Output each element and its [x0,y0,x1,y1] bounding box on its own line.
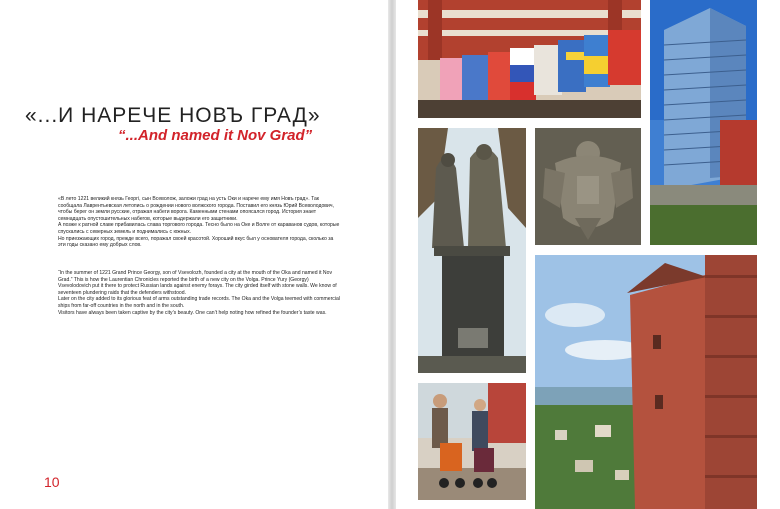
photo-flags [418,0,641,118]
body-text-russian [58,196,341,249]
paragraph-en-3: Visitors have always been taken captive by the city’s beauty. One can’t help noting how refined the founder’s taste was. [58,309,327,316]
paragraph-en-1: “In the summer of 1221 Grand Prince Georgy, son of Vsevolozh, founded a city at the mouth of the Oka and named it Nov Grad.” This is how the Laurentian Chronicles reported the birth of a new city on the Volga. Prince Yury (Georgy) Vsevolodovich put it there to protect Russian lands against enemy forays. The city girded itself with stone walls. We know of seventeen plundering raids that the defenders withstood. [58,270,337,296]
paragraph-ru-3: Но приезжающих город, прежде всего, поражал своей красотой. Хороший вкус был у основателя города, сколько за эти годы сказано ему добрых слов. [58,235,334,249]
photo-kremlin-tower [535,255,757,509]
title-english: “...And named it Nov Grad” [118,127,313,144]
photo-street-people [418,383,526,500]
left-page [0,0,388,509]
photo-monument [418,128,526,373]
photo-glass-building [650,0,757,245]
photo-coat-of-arms [535,128,641,245]
book-spine [388,0,396,509]
paragraph-ru-1: «В лето 1221 великий князь Георгі, сын Всеволож, заложи град на усть Оки и нарече ему имя Новъ град». Так сообщала Лаврентьевская летопись о рождении нового волжского города. Поставил его князь Юрий Всеволодович, чтобы берег он земли русские, отражая набеги ворога. Каменными стенами опоясался город. История знает семнадцать опустошительных набегов, которые выдержали его защитники. [58,196,334,222]
paragraph-ru-2: А позже к ратной славе прибавилась слава торгового города. Тесно было на Оке и Волге от караванов судов, которые спускались с северных земель и поднимались с южных. [58,222,340,235]
body-text-english [58,270,341,316]
title-russian: «...И НАРЕЧЕ НОВЪ ГРАД» [25,104,321,127]
paragraph-en-2: Later on the city added to its glorious feat of arms outstanding trade records. The Oka and the Volga teemed with commercial ships from far-off countries in the north and in the south. [58,296,340,309]
page-number: 10 [44,474,60,490]
